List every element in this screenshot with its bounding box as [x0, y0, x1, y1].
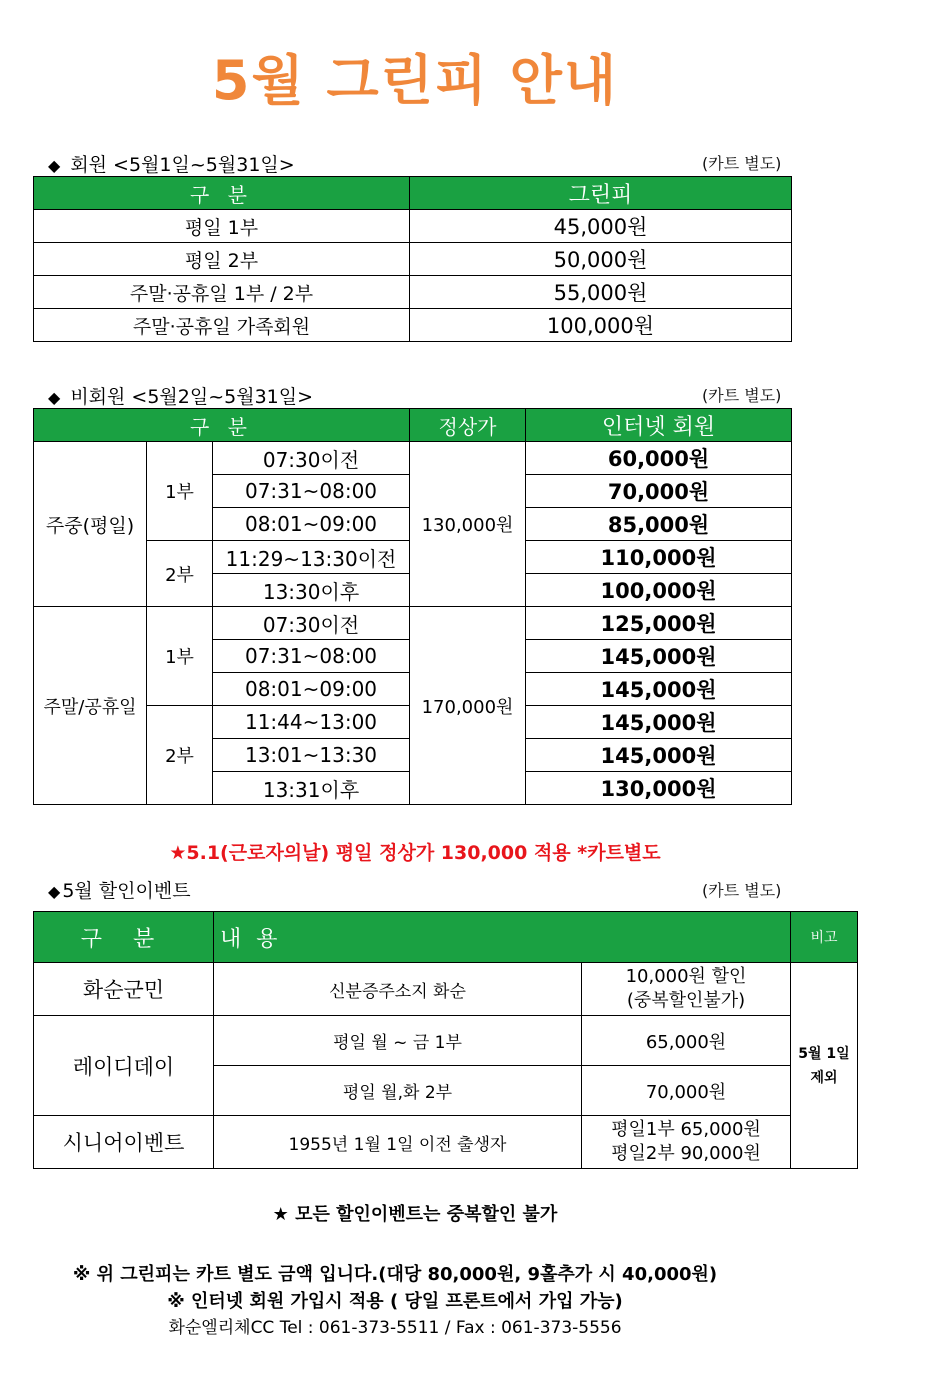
event-senior-label: 시니어이벤트 — [34, 1116, 214, 1169]
table-row — [34, 243, 792, 276]
tee-time: 08:01~09:00 — [213, 508, 410, 541]
table-row — [34, 963, 858, 1016]
event-ladies-condition: 평일 월 ~ 금 1부 — [214, 1016, 582, 1066]
event-header-content: 내 용 — [214, 912, 791, 963]
event-ladies-benefit: 65,000원 — [582, 1016, 791, 1066]
internet-fee: 110,000원 — [526, 541, 792, 574]
event-header-row — [34, 912, 858, 963]
nonmember-section-heading — [48, 382, 313, 409]
internet-fee: 100,000원 — [526, 574, 792, 607]
holiday-notice: ★5.1(근로자의날) 평일 정상가 130,000 적용 *카트별도 — [169, 842, 661, 864]
nonmember-cart-note: (카트 별도) — [702, 386, 782, 405]
member-row-fee: 55,000원 — [410, 276, 792, 309]
event-ladies-benefit: 70,000원 — [582, 1066, 791, 1116]
event-senior-benefit — [582, 1116, 791, 1169]
member-header-fee: 그린피 — [410, 177, 792, 210]
page-title: 5월 그린피 안내 — [211, 49, 619, 112]
member-fee-table — [33, 176, 792, 342]
weekday-regular-price: 130,000원 — [410, 442, 526, 607]
member-section-heading — [48, 150, 295, 177]
member-cart-note: (카트 별도) — [702, 154, 782, 173]
tee-time: 13:01~13:30 — [213, 739, 410, 772]
member-row-fee: 45,000원 — [410, 210, 792, 243]
diamond-bullet-icon: ◆ — [48, 882, 61, 901]
event-header-remark: 비고 — [791, 912, 858, 963]
internet-fee: 145,000원 — [526, 739, 792, 772]
internet-join-note: ※ 인터넷 회원 가입시 적용 ( 당일 프론트에서 가입 가능) — [167, 1291, 623, 1312]
benefit-line: 평일2부 90,000원 — [611, 1143, 761, 1164]
table-row — [34, 1016, 858, 1066]
event-hwasun-condition: 신분증주소지 화순 — [214, 963, 582, 1016]
member-row-label: 주말·공휴일 가족회원 — [34, 309, 410, 342]
tee-time: 07:30이전 — [213, 442, 410, 475]
member-row-label: 평일 2부 — [34, 243, 410, 276]
internet-fee: 125,000원 — [526, 607, 792, 640]
member-row-fee: 50,000원 — [410, 243, 792, 276]
tee-time: 13:31이후 — [213, 772, 410, 805]
internet-fee: 60,000원 — [526, 442, 792, 475]
tee-time: 13:30이후 — [213, 574, 410, 607]
weekday-part1-label: 1부 — [147, 442, 213, 541]
member-row-fee: 100,000원 — [410, 309, 792, 342]
remark-line: 5월 1일 — [798, 1045, 850, 1062]
member-header-category: 구 분 — [34, 177, 410, 210]
contact-info: 화순엘리체CC Tel : 061-373-5511 / Fax : 061-373-5556 — [168, 1318, 622, 1338]
weekday-label: 주중(평일) — [34, 442, 147, 607]
tee-time: 07:30이전 — [213, 607, 410, 640]
nonmember-header-category: 구 분 — [34, 409, 410, 442]
event-header-category: 구 분 — [34, 912, 214, 963]
benefit-line: 평일1부 65,000원 — [611, 1119, 761, 1140]
benefit-line: 10,000원 할인 — [625, 966, 747, 987]
diamond-bullet-icon: ◆ — [48, 156, 61, 175]
table-row — [34, 442, 792, 475]
member-row-label: 주말·공휴일 1부 / 2부 — [34, 276, 410, 309]
table-row — [34, 607, 792, 640]
tee-time: 11:44~13:00 — [213, 706, 410, 739]
tee-time: 07:31~08:00 — [213, 475, 410, 508]
table-row — [34, 276, 792, 309]
nonmember-fee-table — [33, 408, 792, 805]
weekday-part2-label: 2부 — [147, 541, 213, 607]
weekend-regular-price: 170,000원 — [410, 607, 526, 805]
remark-line: 제외 — [810, 1069, 838, 1086]
tee-time: 07:31~08:00 — [213, 640, 410, 673]
internet-fee: 70,000원 — [526, 475, 792, 508]
event-hwasun-benefit — [582, 963, 791, 1016]
event-remark — [791, 963, 858, 1169]
tee-time: 11:29~13:30이전 — [213, 541, 410, 574]
table-row — [34, 210, 792, 243]
nonmember-heading-text: 비회원 <5월2일~5월31일> — [70, 386, 314, 408]
table-row — [34, 309, 792, 342]
member-header-row — [34, 177, 792, 210]
diamond-bullet-icon: ◆ — [48, 388, 61, 407]
nonmember-header-row — [34, 409, 792, 442]
internet-fee: 145,000원 — [526, 706, 792, 739]
weekend-part2-label: 2부 — [147, 706, 213, 805]
nonmember-header-regular: 정상가 — [410, 409, 526, 442]
event-heading-text: 5월 할인이벤트 — [62, 880, 191, 902]
cart-fee-note: ※ 위 그린피는 카트 별도 금액 입니다.(대당 80,000원, 9홀추가 시 40,000원) — [72, 1264, 718, 1285]
member-heading-text: 회원 <5월1일~5월31일> — [70, 154, 295, 176]
internet-fee: 145,000원 — [526, 673, 792, 706]
tee-time: 08:01~09:00 — [213, 673, 410, 706]
member-row-label: 평일 1부 — [34, 210, 410, 243]
event-ladies-label: 레이디데이 — [34, 1016, 214, 1116]
table-row — [34, 1116, 858, 1169]
event-section-heading — [48, 876, 191, 903]
internet-fee: 85,000원 — [526, 508, 792, 541]
internet-fee: 145,000원 — [526, 640, 792, 673]
event-hwasun-label: 화순군민 — [34, 963, 214, 1016]
internet-fee: 130,000원 — [526, 772, 792, 805]
discount-event-table — [33, 911, 858, 1169]
event-cart-note: (카트 별도) — [702, 881, 782, 900]
nonmember-header-internet: 인터넷 회원 — [526, 409, 792, 442]
weekend-label: 주말/공휴일 — [34, 607, 147, 805]
benefit-line: (중복할인불가) — [626, 990, 746, 1011]
event-senior-condition: 1955년 1월 1일 이전 출생자 — [214, 1116, 582, 1169]
event-ladies-condition: 평일 월,화 2부 — [214, 1066, 582, 1116]
weekend-part1-label: 1부 — [147, 607, 213, 706]
no-duplicate-note: ★ 모든 할인이벤트는 중복할인 불가 — [272, 1204, 558, 1225]
